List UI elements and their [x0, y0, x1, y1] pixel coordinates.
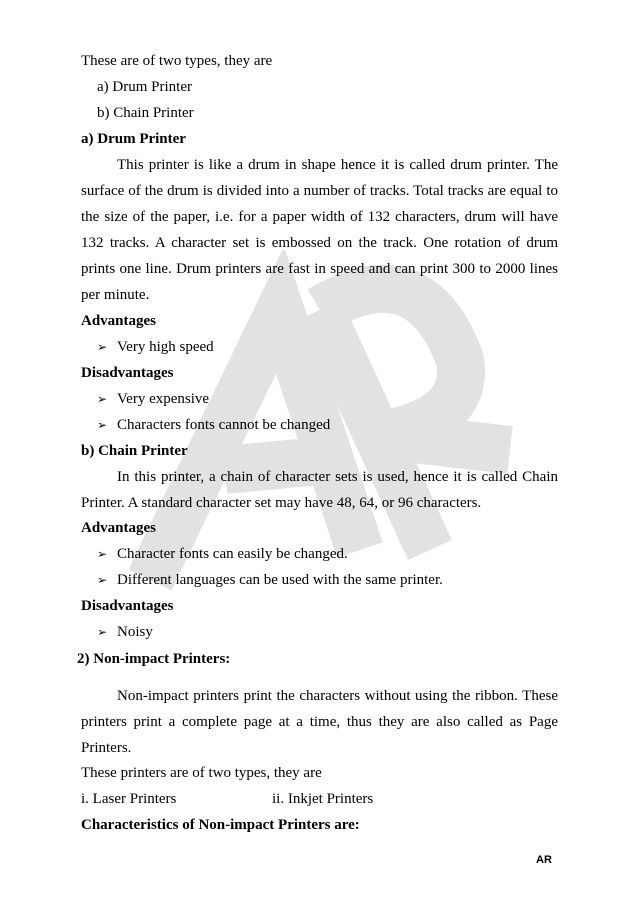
drum-disadvantage-text: Very expensive: [117, 391, 210, 407]
chain-advantage-text: Character fonts can easily be changed.: [117, 546, 348, 562]
chain-disadvantage-text: Noisy: [117, 624, 153, 640]
type-item-chain: b) Chain Printer: [97, 105, 194, 121]
arrow-bullet-icon: ➢: [97, 547, 108, 561]
type-item-drum: a) Drum Printer: [97, 79, 192, 95]
chain-disadvantage-item: [97, 623, 153, 641]
inkjet-printer-item: ii. Inkjet Printers: [272, 791, 374, 807]
chain-printer-heading: b) Chain Printer: [81, 443, 188, 459]
drum-disadvantage-item: [97, 390, 209, 408]
chain-printer-paragraph: In this printer, a chain of character sets is used, hence it is called Chain Printer. A standard character set may have 48, 64, or 96 characters.: [81, 469, 558, 511]
drum-disadvantages-heading: Disadvantages: [81, 365, 174, 381]
chain-disadvantages-heading: Disadvantages: [81, 598, 174, 614]
arrow-bullet-icon: ➢: [97, 418, 108, 432]
laser-printer-item: i. Laser Printers: [81, 791, 177, 807]
page-footer-label: AR: [536, 854, 552, 866]
characteristics-heading: Characteristics of Non-impact Printers are:: [81, 817, 360, 833]
intro-text: These are of two types, they are: [81, 53, 273, 69]
chain-advantage-item: [97, 545, 348, 563]
chain-advantages-heading: Advantages: [81, 520, 157, 536]
drum-printer-heading: a) Drum Printer: [81, 131, 186, 147]
chain-advantage-item: [97, 571, 443, 589]
chain-advantage-text: Different languages can be used with the same printer.: [117, 572, 443, 588]
non-impact-types-intro: These printers are of two types, they are: [81, 765, 322, 781]
drum-advantage-text: Very high speed: [117, 339, 214, 355]
non-impact-heading: 2) Non-impact Printers:: [77, 651, 231, 667]
arrow-bullet-icon: ➢: [97, 340, 108, 354]
drum-disadvantage-item: [97, 416, 330, 434]
arrow-bullet-icon: ➢: [97, 573, 108, 587]
arrow-bullet-icon: ➢: [97, 392, 108, 406]
arrow-bullet-icon: ➢: [97, 625, 108, 639]
drum-advantages-heading: Advantages: [81, 313, 157, 329]
drum-advantage-item: [97, 338, 214, 356]
drum-printer-paragraph: This printer is like a drum in shape hence it is called drum printer. The surface of the drum is divided into a number of tracks. Total tracks are equal to the size of the paper, i.e. for a paper width of 132 characters, drum will have 132 tracks. A character set is embossed on the track. One rotation of drum prints one line. Drum printers are fast in speed and can print 300 to 2000 lines per minute.: [81, 157, 558, 303]
non-impact-paragraph: Non-impact printers print the characters without using the ribbon. These printers print a complete page at a time, thus they are also called as Page Printers.: [81, 688, 558, 756]
drum-disadvantage-text: Characters fonts cannot be changed: [117, 417, 331, 433]
